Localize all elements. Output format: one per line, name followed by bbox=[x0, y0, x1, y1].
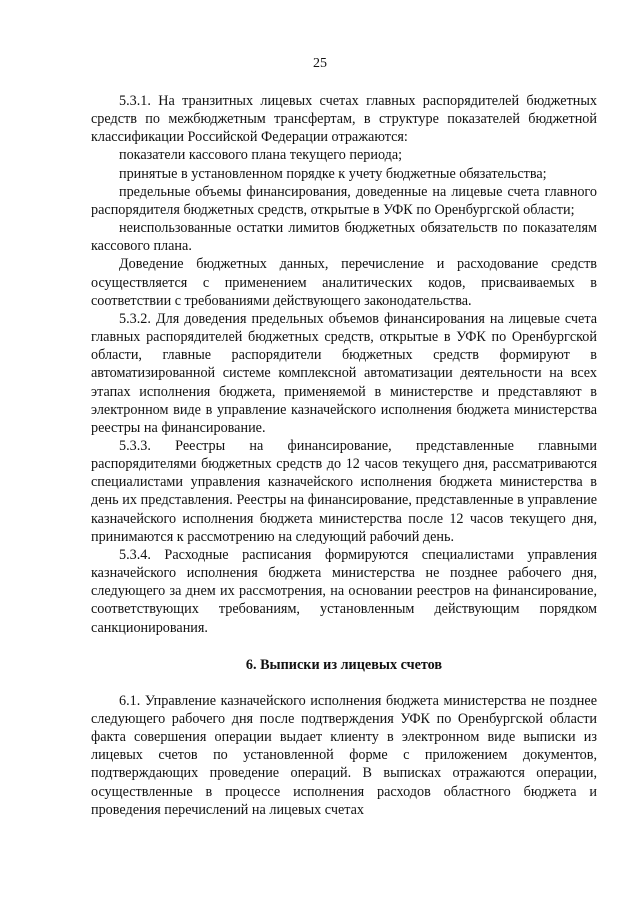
section-heading: 6. Выписки из лицевых счетов bbox=[245, 656, 443, 673]
paragraph-5-3-2: 5.3.2. Для доведения предельных объемов финансирования на лицевые счета главных распорядителей бюджетных средств, открытые в УФК по Оренбургской области, главные распорядители бюджетных средств формируют в автоматизированной системе комплексной автоматизации деятельности на всех этапах исполнения бюджета, применяемой в министерстве и представляют в электронном виде в управление казначейского исполнения бюджета министерства реестры на финансирование. bbox=[91, 310, 597, 436]
paragraph-analytic-codes: Доведение бюджетных данных, перечисление и расходование средств осуществляется с применением аналитических кодов, присваиваемых в соответствии с требованиями действующего законодательства. bbox=[91, 256, 597, 309]
list-item-unused-balances: неиспользованные остатки лимитов бюджетных обязательств по показателям кассового плана. bbox=[91, 220, 597, 255]
page-number: 25 bbox=[313, 56, 327, 71]
list-item-cash-plan: показатели кассового плана текущего периода; bbox=[119, 147, 403, 164]
paragraph-5-3-3: 5.3.3. Реестры на финансирование, представленные главными распорядителями бюджетных средств до 12 часов текущего дня, рассматриваются специалистами управления казначейского исполнения бюджета министерства в день их представления. Реестры на финансирование, представленные в управление казначейского исполнения бюджета министерства после 12 часов текущего дня, принимаются к рассмотрению на следующий рабочий день. bbox=[91, 437, 597, 545]
list-item-obligations: принятые в установленном порядке к учету бюджетные обязательства; bbox=[119, 165, 547, 182]
page-body bbox=[91, 92, 597, 819]
list-item-funding-limits: предельные объемы финансирования, доведенные на лицевые счета главного распорядителя бюджетных средств, открытые в УФК по Оренбургской области; bbox=[91, 183, 597, 218]
paragraph-6-1: 6.1. Управление казначейского исполнения бюджета министерства не позднее следующего рабочего дня после подтверждения УФК по Оренбургской области факта совершения операции выдает клиенту в электронном виде выписки из лицевых счетов по установленной форме с приложением документов, подтверждающих проведение операций. В выписках отражаются операции, осуществленные в процессе исполнения расходов областного бюджета и проведения перечислений на лицевых счетах bbox=[91, 692, 597, 818]
paragraph-5-3-4: 5.3.4. Расходные расписания формируются специалистами управления казначейского исполнения бюджета министерства не позднее рабочего дня, следующего за днем их рассмотрения, на основании реестров на финансирование, соответствующих требованиям, установленным действующим порядком санкционирования. bbox=[91, 546, 597, 636]
paragraph-5-3-1: 5.3.1. На транзитных лицевых счетах главных распорядителей бюджетных средств по межбюджетным трансфертам, в структуре показателей бюджетной классификации Российской Федерации отражаются: bbox=[91, 93, 597, 146]
